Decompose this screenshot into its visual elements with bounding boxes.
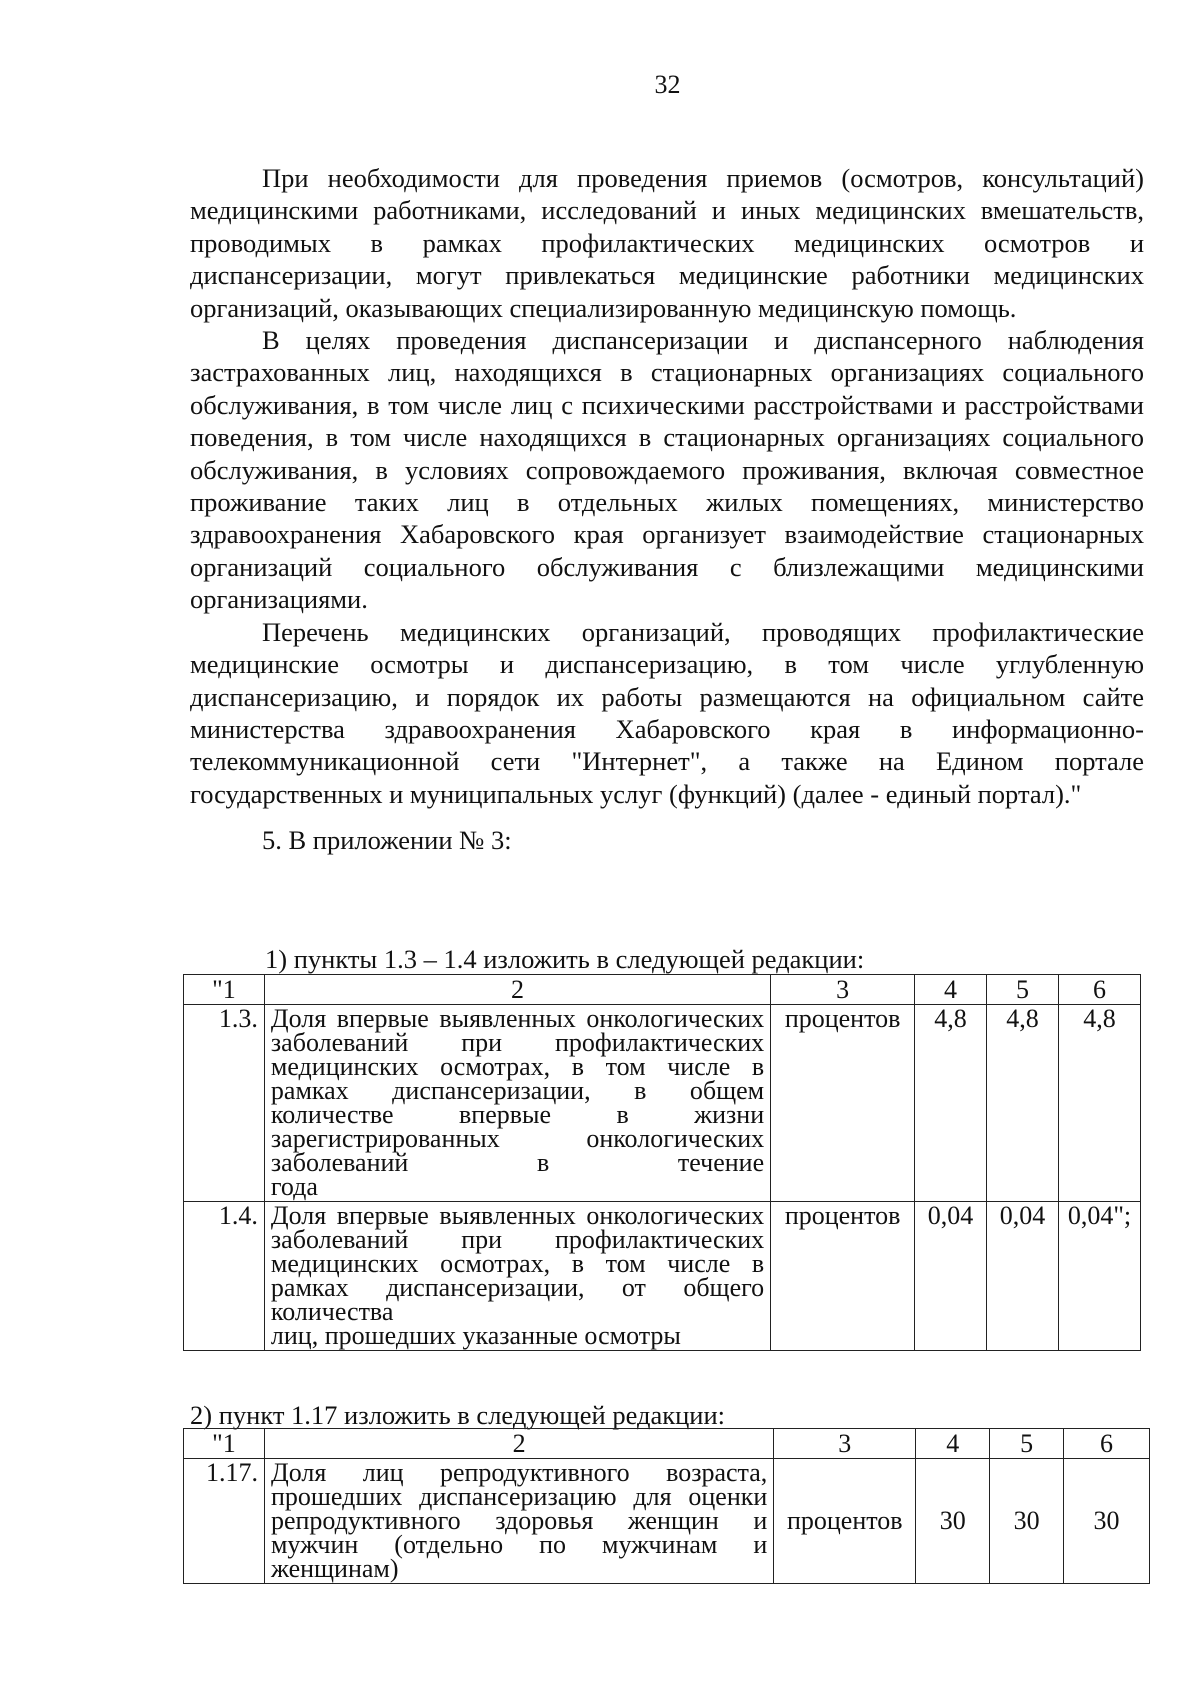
row-value-5: 4,8	[987, 1005, 1059, 1202]
row-number: 1.3.	[184, 1005, 265, 1202]
row-value-6: 30	[1064, 1459, 1150, 1584]
row-unit: процентов	[771, 1005, 915, 1202]
description-text: Доля лиц репродуктивного возраста, прошедших диспансеризацию для оценки репродуктивного здоровья женщин и мужчин (отдельно по мужчинам и	[270, 1458, 768, 1559]
description-last-line: женщинам)	[270, 1554, 399, 1583]
header-cell: 6	[1058, 975, 1140, 1005]
subitem-2-heading: 2) пункт 1.17 изложить в следующей редакции:	[190, 1400, 726, 1430]
row-value-6: 4,8	[1058, 1005, 1140, 1202]
indicator-table-2	[183, 1428, 1150, 1584]
row-number: 1.4.	[184, 1202, 265, 1351]
header-cell: 4	[915, 975, 987, 1005]
paragraph: При необходимости для проведения приемов (осмотров, консультаций) медицинскими работниками, исследований и иных медицинских вмешательств, проводимых в рамках профилактических медицинских осмотров и диспансеризации, могут привлекаться медицинские работники медицинских организаций, оказывающих специализированную медицинскую помощь.	[190, 163, 1144, 323]
row-description	[264, 1202, 770, 1351]
body-text	[190, 162, 1144, 857]
item-5-heading: 5. В приложении № 3:	[262, 825, 512, 856]
indicator-table-1	[183, 974, 1141, 1351]
table-row	[184, 1005, 1141, 1202]
header-cell: 4	[916, 1429, 990, 1459]
paragraph: Перечень медицинских организаций, проводящих профилактические медицинские осмотры и диспансеризацию, в том числе углубленную диспансеризацию, и порядок их работы размещаются на официальном сайте министерства здравоохранения Хабаровского края в информационно-телекоммуникационной сети "Интернет", а также на Едином портале государственных и муниципальных услуг (функций) (далее - единый портал)."	[190, 616, 1144, 809]
row-value-4: 4,8	[915, 1005, 987, 1202]
row-number: 1.17.	[184, 1459, 265, 1584]
table-header-row	[184, 975, 1141, 1005]
header-cell: 2	[264, 975, 770, 1005]
header-cell: 5	[990, 1429, 1064, 1459]
row-value-4: 30	[916, 1459, 990, 1584]
page-number: 32	[654, 70, 681, 99]
row-description	[264, 1459, 773, 1584]
description-last-line: лиц, прошедших указанные осмотры	[270, 1321, 681, 1350]
row-value-6: 0,04";	[1058, 1202, 1140, 1351]
row-value-4: 0,04	[915, 1202, 987, 1351]
header-cell: 6	[1064, 1429, 1150, 1459]
header-cell: 3	[771, 975, 915, 1005]
header-cell: "1	[184, 975, 265, 1005]
header-cell: "1	[184, 1429, 265, 1459]
row-unit: процентов	[774, 1459, 916, 1584]
header-cell: 5	[987, 975, 1059, 1005]
paragraph: В целях проведения диспансеризации и диспансерного наблюдения застрахованных лиц, находящихся в стационарных организациях социального обслуживания, в том числе лиц с психическими расстройствами и расстройствами поведения, в том числе находящихся в стационарных организациях социального обслуживания, в условиях сопровождаемого проживания, включая совместное проживание таких лиц в отдельных жилых помещениях, министерство здравоохранения Хабаровского края организует взаимодействие стационарных организаций социального обслуживания с близлежащими медицинскими организациями.	[190, 325, 1144, 615]
header-cell: 3	[774, 1429, 916, 1459]
table-row	[184, 1459, 1150, 1584]
header-cell: 2	[264, 1429, 773, 1459]
row-unit: процентов	[771, 1202, 915, 1351]
row-value-5: 30	[990, 1459, 1064, 1584]
description-text: Доля впервые выявленных онкологических заболеваний при профилактических медицинских осмотрах, в том числе в рамках диспансеризации, в общем количестве впервые в жизни зарегистрированных онкологических заболеваний в течение	[270, 1004, 765, 1177]
description-last-line: года	[270, 1172, 318, 1201]
table-row	[184, 1202, 1141, 1351]
table-header-row	[184, 1429, 1150, 1459]
subitem-1-heading: 1) пункты 1.3 – 1.4 изложить в следующей редакции:	[265, 944, 865, 974]
row-value-5: 0,04	[987, 1202, 1059, 1351]
description-text: Доля впервые выявленных онкологических заболеваний при профилактических медицинских осмотрах, в том числе в рамках диспансеризации, от общего количества	[270, 1201, 765, 1326]
row-description	[264, 1005, 770, 1202]
